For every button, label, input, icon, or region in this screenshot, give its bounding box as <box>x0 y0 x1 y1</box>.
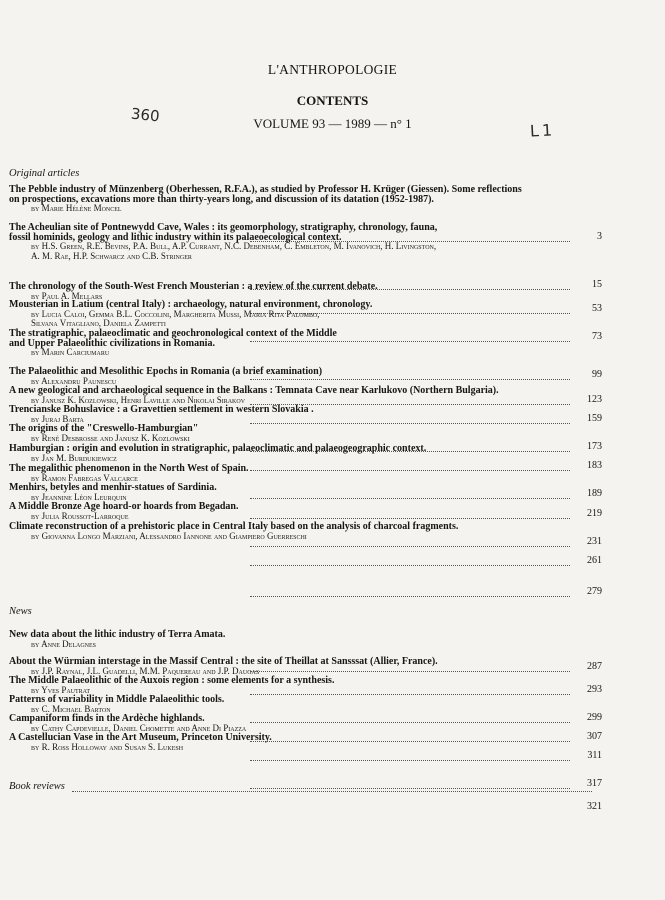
page-number: 3 <box>597 231 602 242</box>
leader-dots <box>250 596 570 597</box>
entry-authors: A. M. Rae, H.P. Schwarcz and C.B. Stringer <box>31 250 192 261</box>
page-number: 123 <box>587 394 602 405</box>
toc-entry <box>9 464 603 483</box>
leader-dots <box>72 791 592 792</box>
entry-authors: by Julia Roussot-Larroque <box>31 510 129 521</box>
entry-authors: by Cathy Capdevielle, Daniel Chomette and Anne Di Piazza <box>31 722 247 733</box>
page-number: 53 <box>592 303 602 314</box>
entry-authors: by Yves Pautrat <box>31 684 91 695</box>
section-heading-original-articles: Original articles <box>9 168 80 179</box>
leader-dots <box>250 760 570 761</box>
leader-dots <box>250 565 570 566</box>
entry-authors: by R. Ross Holloway and Susan S. Lukesh <box>31 741 184 752</box>
entry-title: The megalithic phenomenon in the North West of Spain. <box>9 463 249 474</box>
entry-title: Patterns of variability in Middle Palaeolithic tools. <box>9 694 225 705</box>
entry-title: Climate reconstruction of a prehistoric place in Central Italy based on the analysis of charcoal fragments. <box>9 521 459 532</box>
entry-authors: by Juraj Barta <box>31 413 84 424</box>
entry-title: The Acheulian site of Pontnewydd Cave, Wales : its geomorphology, stratigraphy, chronology, fauna, <box>9 222 438 233</box>
entry-title: Menhirs, betyles and menhir-statues of Sardinia. <box>9 482 217 493</box>
entry-authors: by Janusz K. Kozlowski, Henri Laville and Nikolai Sirakov <box>31 394 246 405</box>
entry-title: Campaniform finds in the Ardèche highlands. <box>9 713 205 724</box>
page-number: 293 <box>587 684 602 695</box>
entry-authors: by Anne Delagnes <box>31 638 96 649</box>
page-number: 307 <box>587 731 602 742</box>
toc-entry <box>9 676 603 695</box>
page-number: 299 <box>587 712 602 723</box>
page-number: 73 <box>592 331 602 342</box>
entry-title: The stratigraphic, palaeoclimatic and geochronological context of the Middle <box>9 328 337 339</box>
page-number: 321 <box>587 801 602 812</box>
toc-entry <box>9 185 603 214</box>
entry-authors: by Jeannine Léon Leurquin <box>31 491 127 502</box>
handwritten-note-left: 360 <box>130 104 161 126</box>
page-number: 183 <box>587 460 602 471</box>
entry-title: The Middle Palaeolithic of the Auxois region : some elements for a synthesis. <box>9 675 335 686</box>
entry-authors: by Marin Carciumaru <box>31 347 110 358</box>
page-number: 173 <box>587 441 602 452</box>
entry-title: Mousterian in Latium (central Italy) : archaeology, natural environment, chronology. <box>9 299 373 310</box>
toc-entry <box>9 405 603 424</box>
entry-title: About the Würmian interstage in the Massif Central : the site of Theillat at Sansssat (Allier, France). <box>9 656 438 667</box>
entry-authors: by Lucia Caloi, Gemma B.L. Coccolini, Margherita Mussi, Maria Rita Palombo, <box>31 308 320 319</box>
toc-entry <box>9 733 603 752</box>
page-number: 279 <box>587 586 602 597</box>
page-number: 159 <box>587 413 602 424</box>
entry-title: Hamburgian : origin and evolution in stratigraphic, palaeoclimatic and palaeogeographic context. <box>9 443 427 454</box>
toc-entry <box>9 329 603 358</box>
entry-authors: by Jan M. Burdukiewicz <box>31 452 117 463</box>
entry-authors: by Marie Hélène Moncel <box>31 203 122 214</box>
toc-entry <box>9 444 603 463</box>
entry-title: The chronology of the South-West French Mousterian : a review of the current debate. <box>9 281 378 292</box>
entry-authors: Silvana Vitagliano, Daniela Zampetti <box>31 318 166 329</box>
entry-title: and Upper Palaeolithic civilizations in Romania. <box>9 337 215 349</box>
page-number: 317 <box>587 778 602 789</box>
entry-title: A Middle Bronze Age hoard-or hoards from Begadan. <box>9 501 239 512</box>
handwritten-note-right: L1 <box>529 120 556 141</box>
page-number: 231 <box>587 536 602 547</box>
entry-authors: by René Desbrosse and Janusz K. Kozlowski <box>31 432 190 443</box>
page-number: 15 <box>592 279 602 290</box>
entry-title: Trencianske Bohuslavice : a Gravettien settlement in western Slovakia . <box>9 404 314 415</box>
page-number: 189 <box>587 488 602 499</box>
entry-title: New data about the lithic industry of Terra Amata. <box>9 629 226 640</box>
toc-entry <box>9 367 603 386</box>
entry-authors: by Alexandru Paunescu <box>31 375 117 386</box>
leader-dots <box>250 788 570 789</box>
entry-authors: by Ramon Fabregas Valcarce <box>31 472 138 483</box>
toc-entry <box>9 424 603 443</box>
entry-authors: by C. Michael Barton <box>31 703 111 714</box>
page-number: 261 <box>587 555 602 566</box>
entry-title: The Palaeolithic and Mesolithic Epochs in Romania (a brief examination) <box>9 366 323 377</box>
toc-entry <box>9 657 603 676</box>
toc-entry <box>9 714 603 733</box>
toc-entry <box>9 630 603 649</box>
toc-entry <box>9 695 603 714</box>
entry-title: The origins of the "Creswello-Hamburgian" <box>9 423 199 434</box>
toc-entry <box>9 386 603 405</box>
entry-title: A Castellucian Vase in the Art Museum, Princeton University. <box>9 732 272 743</box>
entry-authors: by J.P. Raynal, J.L. Guadelli, M.M. Paquereau and J.P. Daugas <box>31 665 260 676</box>
page-number: 219 <box>587 508 602 519</box>
entry-title: A new geological and archaeological sequence in the Balkans : Temnata Cave near Karlukovo (Northern Bulgaria). <box>9 385 499 396</box>
entry-authors: by H.S. Green, R.E. Bevins, P.A. Bull, A.P. Currant, N.C. Debenham, C. Embleton, M. Ivanovich, H. Livingston, <box>31 241 437 252</box>
journal-title: L'ANTHROPOLOGIE <box>267 62 398 77</box>
entry-title: The Pebble industry of Münzenberg (Oberhessen, R.F.A.), as studied by Professor H. Krüger (Giessen). Some reflections <box>9 184 522 195</box>
entry-title: fossil hominids, geology and lithic industry within its palaeoecological context. <box>9 231 342 243</box>
toc-entry <box>9 483 603 502</box>
toc-entry <box>9 522 603 541</box>
section-heading-book-reviews: Book reviews <box>9 781 65 792</box>
toc-entry <box>9 300 603 329</box>
page-number: 99 <box>592 369 602 380</box>
entry-authors: by Giovanna Longo Marziani, Alessandro Iannone and Giampiero Guerreschi <box>31 530 307 541</box>
page-number: 287 <box>587 661 602 672</box>
contents-heading: CONTENTS <box>296 93 369 108</box>
entry-authors: by Paul A. Mellars <box>31 290 103 301</box>
section-heading-news: News <box>9 606 32 617</box>
volume-line: VOLUME 93 — 1989 — n° 1 <box>253 116 412 131</box>
toc-entry <box>9 223 603 261</box>
toc-entry <box>9 502 603 521</box>
entry-title: on prospections, excavations more than thirty-years long, and discussion of its datation (1952-1987). <box>9 193 434 205</box>
leader-dots <box>250 546 570 547</box>
page-number: 311 <box>587 750 602 761</box>
